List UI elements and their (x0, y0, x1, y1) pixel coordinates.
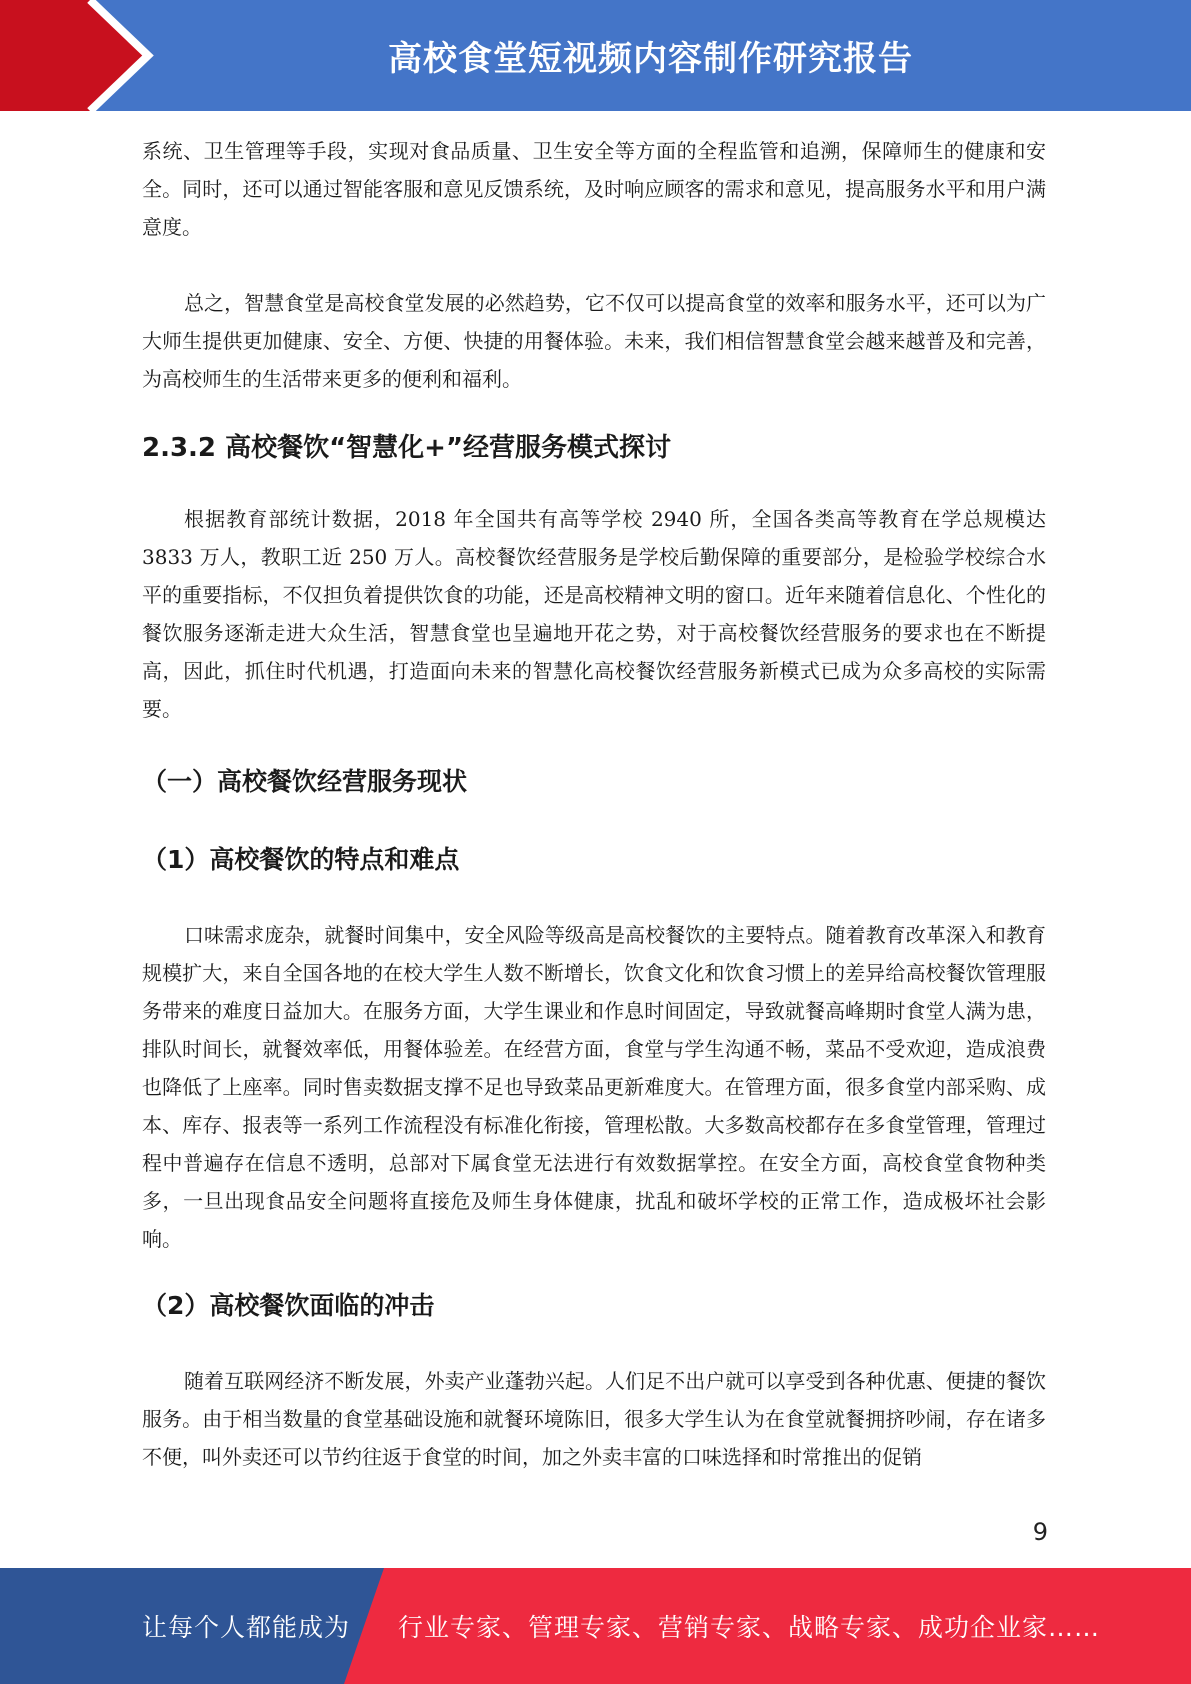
footer-slogan-right: 行业专家、管理专家、营销专家、战略专家、成功企业家…… (398, 1613, 1101, 1642)
paragraph-3: 根据教育部统计数据，2018 年全国共有高等学校 2940 所，全国各类高等教育在学总规模达 3833 万人，教职工近 250 万人。高校餐饮经营服务是学校后勤保障的重要部分，是检验学校综合水平的重要指标，不仅担负着提供饮食的功能，还是高校精神文明的窗口。近年来随着信息化、个性化的餐饮服务逐渐走进大众生活，智慧食堂也呈遍地开花之势，对于高校餐饮经营服务的要求也在不断提高，因此，抓住时代机遇，打造面向未来的智慧化高校餐饮经营服务新模式已成为众多高校的实际需要。 (142, 507, 1046, 721)
paragraph-1: 系统、卫生管理等手段，实现对食品质量、卫生安全等方面的全程监管和追溯，保障师生的健康和安全。同时，还可以通过智能客服和意见反馈系统，及时响应顾客的需求和意见，提高服务水平和用户满意度。 (142, 139, 1046, 239)
paragraph-4: 口味需求庞杂，就餐时间集中，安全风险等级高是高校餐饮的主要特点。随着教育改革深入和教育规模扩大，来自全国各地的在校大学生人数不断增长，饮食文化和饮食习惯上的差异给高校餐饮管理服务带来的难度日益加大。在服务方面，大学生课业和作息时间固定，导致就餐高峰期时食堂人满为患，排队时间长，就餐效率低，用餐体验差。在经营方面，食堂与学生沟通不畅，菜品不受欢迎，造成浪费也降低了上座率。同时售卖数据支撑不足也导致菜品更新难度大。在管理方面，很多食堂内部采购、成本、库存、报表等一系列工作流程没有标准化衔接，管理松散。大多数高校都存在多食堂管理，管理过程中普遍存在信息不透明，总部对下属食堂无法进行有效数据掌控。在安全方面，高校食堂食物种类多，一旦出现食品安全问题将直接危及师生身体健康，扰乱和破坏学校的正常工作，造成极坏社会影响。 (142, 923, 1046, 1251)
header-chevron-decoration (0, 0, 160, 111)
subsection-heading-one: （一）高校餐饮经营服务现状 (142, 767, 468, 796)
footer-slogan-left: 让每个人都能成为 (142, 1613, 351, 1642)
subsection-heading-2: （2）高校餐饮面临的冲击 (142, 1291, 435, 1320)
document-body (142, 132, 1046, 1476)
header-title: 高校食堂短视频内容制作研究报告 (388, 39, 913, 79)
page-number: 9 (1032, 1518, 1048, 1546)
page-header (0, 0, 1191, 111)
paragraph-5: 随着互联网经济不断发展，外卖产业蓬勃兴起。人们足不出户就可以享受到各种优惠、便捷的餐饮服务。由于相当数量的食堂基础设施和就餐环境陈旧，很多大学生认为在食堂就餐拥挤吵闹，存在诸多不便，叫外卖还可以节约往返于食堂的时间，加之外卖丰富的口味选择和时常推出的促销 (142, 1369, 1046, 1469)
paragraph-2: 总之，智慧食堂是高校食堂发展的必然趋势，它不仅可以提高食堂的效率和服务水平，还可以为广大师生提供更加健康、安全、方便、快捷的用餐体验。未来，我们相信智慧食堂会越来越普及和完善，为高校师生的生活带来更多的便利和福利。 (142, 291, 1046, 391)
subsection-heading-1: （1）高校餐饮的特点和难点 (142, 845, 460, 874)
section-heading-2-3-2: 2.3.2 高校餐饮“智慧化+”经营服务模式探讨 (142, 433, 672, 463)
page-footer (0, 1568, 1191, 1684)
